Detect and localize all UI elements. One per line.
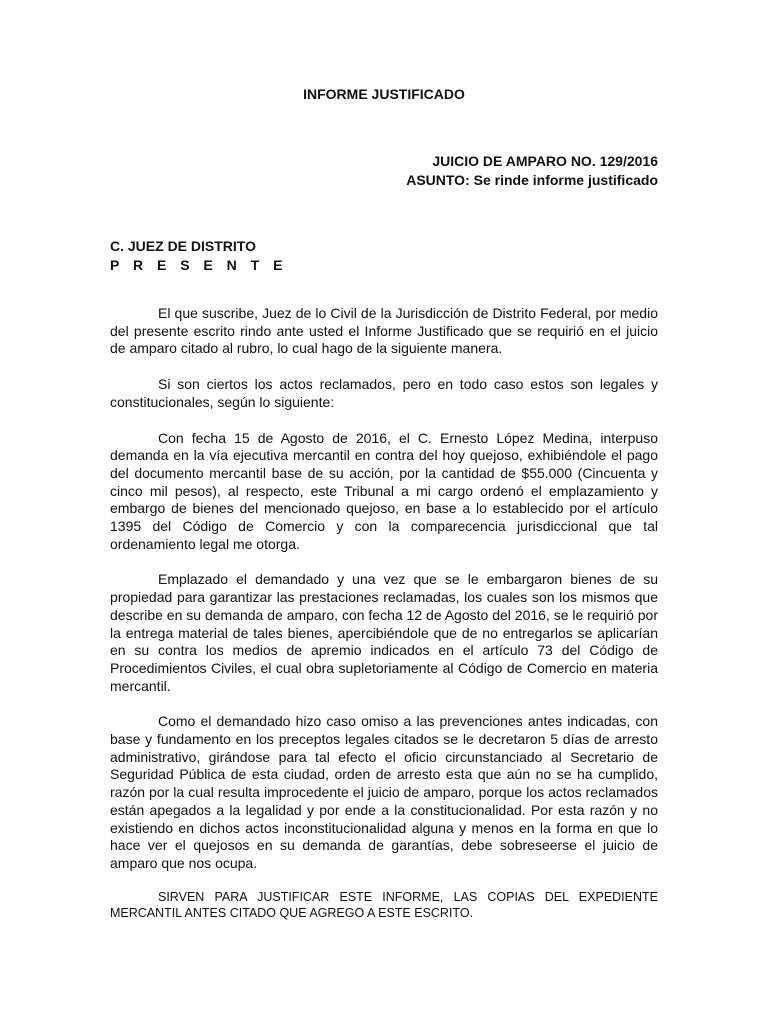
closing-paragraph: SIRVEN PARA JUSTIFICAR ESTE INFORME, LAS COPIAS DEL EXPEDIENTE MERCANTIL ANTES CITADO QUE AGREGO A ESTE ESCRITO. (110, 889, 658, 920)
case-number: JUICIO DE AMPARO NO. 129/2016 (432, 153, 658, 169)
addressee: C. JUEZ DE DISTRITO (110, 238, 256, 254)
body-paragraph-1: El que suscribe, Juez de lo Civil de la Jurisdicción de Distrito Federal, por medio del presente escrito rindo ante usted el Informe Justificado que se requirió en el juicio de amparo citado al rubro, lo cual hago de la siguiente manera. (110, 305, 658, 357)
addressee-block (110, 237, 287, 275)
document-body (110, 305, 658, 939)
presente-line: P R E S E N T E (110, 257, 288, 273)
body-paragraph-3: Con fecha 15 de Agosto de 2016, el C. Ernesto López Medina, interpuso demanda en la vía ejecutiva mercantil en contra del hoy quejoso, exhibiéndole el pago del documento mercantil base de su acción, por la cantidad de $55.000 (Cincuenta y cinco mil pesos), al respecto, este Tribunal a mi cargo ordenó el emplazamiento y embargo de bienes del mencionado quejoso, en base a lo establecido por el artículo 1395 del Código de Comercio y con la comparecencia jurisdiccional que tal ordenamiento legal me otorga. (110, 429, 658, 552)
body-paragraph-5: Como el demandado hizo caso omiso a las prevenciones antes indicadas, con base y fundamento en los preceptos legales citados se le decretaron 5 días de arresto administrativo, girándose para tal efecto el oficio circunstanciado al Secretario de Seguridad Pública de esta ciudad, orden de arresto esta que aún no se ha cumplido, razón por la cual resulta improcedente el juicio de amparo, porque los actos reclamados están apegados a la legalidad y por ende a la constitucionalidad. Por esta razón y no existiendo en dichos actos inconstitucionalidad alguna y menos en la forma en que lo hace ver el quejosos en su demanda de garantías, debe sobreseerse el juicio de amparo que nos ocupa. (110, 713, 658, 871)
document-title: INFORME JUSTIFICADO (303, 86, 465, 102)
body-paragraph-4: Emplazado el demandado y una vez que se le embargaron bienes de su propiedad para garantizar las prestaciones reclamadas, los cuales son los mismos que describe en su demanda de amparo, con fecha 12 de Agosto del 2016, se le requirió por la entrega material de tales bienes, apercibiéndole que de no entregarlos se aplicarían en su contra los medios de apremio indicados en el artículo 73 del Código de Procedimientos Civiles, el cual obra supletoriamente al Código de Comercio en materia mercantil. (110, 571, 658, 694)
case-header (406, 152, 658, 190)
body-paragraph-2: Si son ciertos los actos reclamados, pero en todo caso estos son legales y constitucionales, según lo siguiente: (110, 376, 658, 410)
subject-line: ASUNTO: Se rinde informe justificado (406, 172, 658, 188)
